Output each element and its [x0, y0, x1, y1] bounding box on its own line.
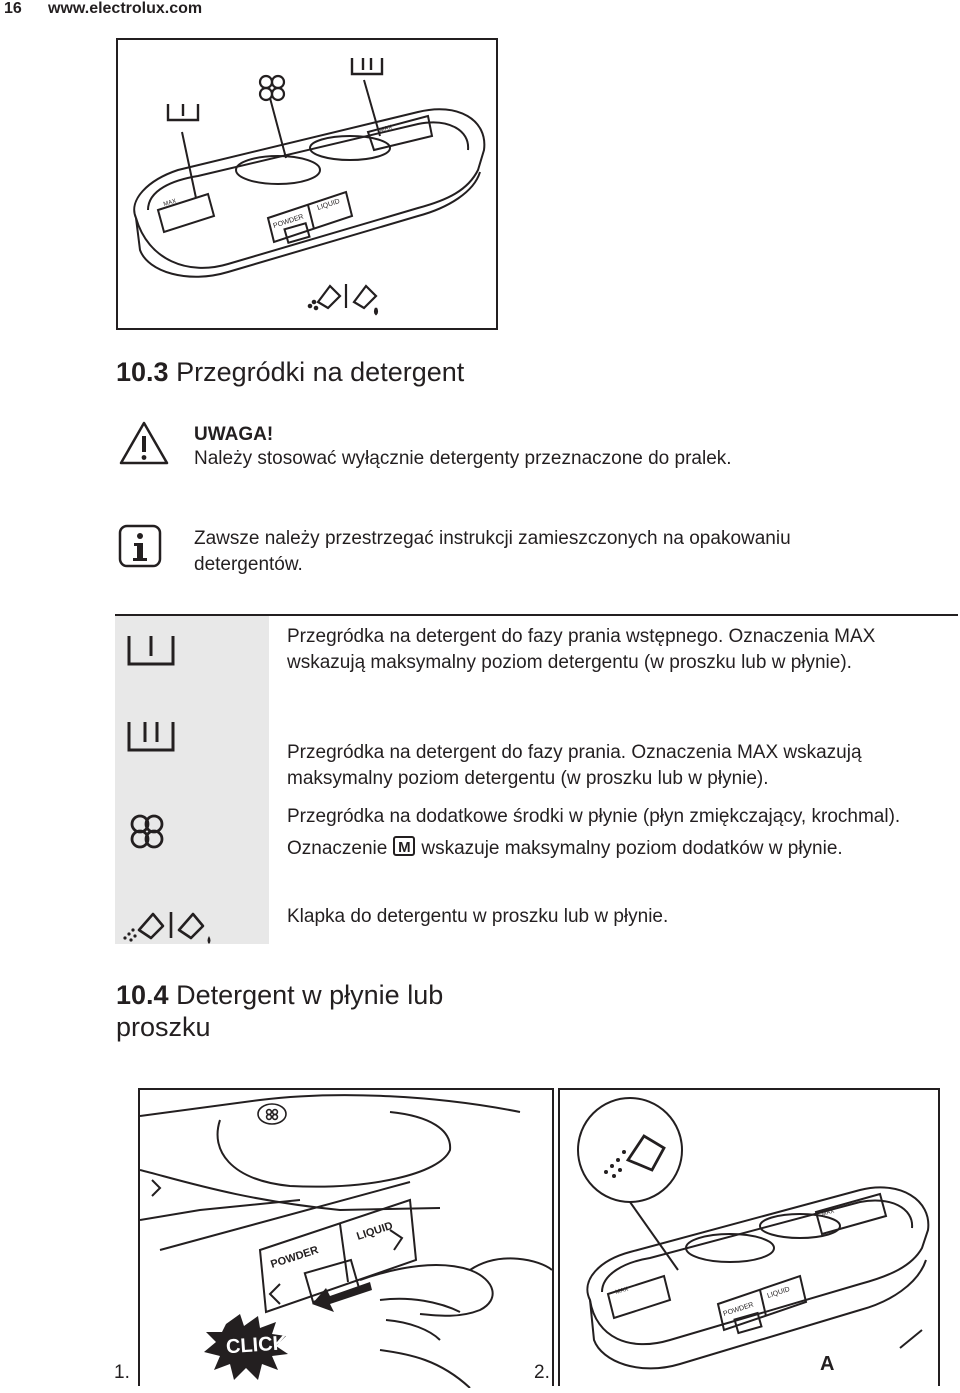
table-row-softener [287, 804, 947, 862]
step2-figure [558, 1088, 940, 1386]
compartments-table [115, 614, 958, 944]
softener-marker-before: Oznaczenie [287, 838, 388, 859]
liquid-label-b2: LIQUID [766, 1286, 791, 1300]
table-row-wash: Przegródka na detergent do fazy prania. Oznaczenia MAX wskazują maksymalny poziom detergentu (w proszku lub w płynie). [287, 742, 862, 789]
powder-label-b2: POWDER [722, 1301, 755, 1318]
info-text: Zawsze należy przestrzegać instrukcji zamieszczonych na opakowaniu detergentów. [194, 528, 791, 575]
mainwash-icon [352, 58, 382, 74]
dispenser-drawer-figure [116, 38, 498, 330]
section-number: 10.3 [116, 357, 169, 387]
section-heading-10-3 [116, 356, 464, 388]
softener-text: Przegródka na dodatkowe środki w płynie (płyn zmiękczający, krochmal). [287, 806, 901, 827]
info-icon [118, 524, 162, 568]
prewash-compartment-icon [125, 632, 177, 670]
flower-icon [260, 76, 284, 100]
step1-figure [138, 1088, 554, 1386]
step1-label: 1. [114, 1362, 130, 1383]
liquid-label-large: LIQUID [355, 1219, 395, 1243]
step2-illustration [560, 1090, 938, 1388]
section-number-10-4: 10.4 [116, 980, 169, 1010]
warning-triangle-icon [118, 420, 170, 466]
table-row-flap: Klapka do detergentu w proszku lub w płynie. [287, 906, 669, 927]
max-label-b2-left: MAX [614, 1286, 630, 1296]
powder-label-large: POWDER [269, 1244, 321, 1271]
table-row-prewash: Przegródka na detergent do fazy prania wstępnego. Oznaczenia MAX wskazują maksymalny poziom detergentu (w proszku lub w płynie). [287, 626, 876, 673]
powder-label: POWDER [272, 213, 305, 230]
step1-illustration [140, 1090, 552, 1388]
section-title: Przegródki na detergent [176, 357, 465, 387]
warning-text: Należy stosować wyłącznie detergenty przeznaczone do pralek. [194, 448, 732, 469]
section-heading-10-4 [116, 979, 536, 1043]
dispenser-drawer-illustration [118, 40, 496, 328]
site-url: www.electrolux.com [48, 0, 203, 17]
max-label-b2-right: MAX [820, 1208, 836, 1218]
section-title-10-4: Detergent w płynie lub proszku [116, 980, 444, 1042]
max-label-right: MAX [378, 124, 394, 134]
wash-compartment-icon [125, 718, 177, 756]
flap-icon [309, 284, 377, 314]
softener-marker-after: wskazuje maksymalny poziom dodatków w płynie. [421, 838, 843, 859]
powder-magnifier [578, 1098, 682, 1270]
click-label: CLICK [225, 1332, 288, 1359]
powder-liquid-flap-icon [121, 906, 217, 946]
callout-a: A [820, 1353, 835, 1375]
liquid-label: LIQUID [316, 198, 341, 212]
page-number: 16 [4, 0, 22, 17]
warning-title: UWAGA! [194, 424, 274, 445]
softener-flower-icon [125, 812, 169, 852]
max-m-marker-icon: M [393, 836, 415, 856]
prewash-icon [168, 104, 198, 120]
step2-label: 2. [534, 1362, 550, 1383]
softener-marker-line [287, 836, 947, 862]
softener-small-icon [258, 1104, 286, 1124]
max-label-left: MAX [162, 198, 178, 208]
